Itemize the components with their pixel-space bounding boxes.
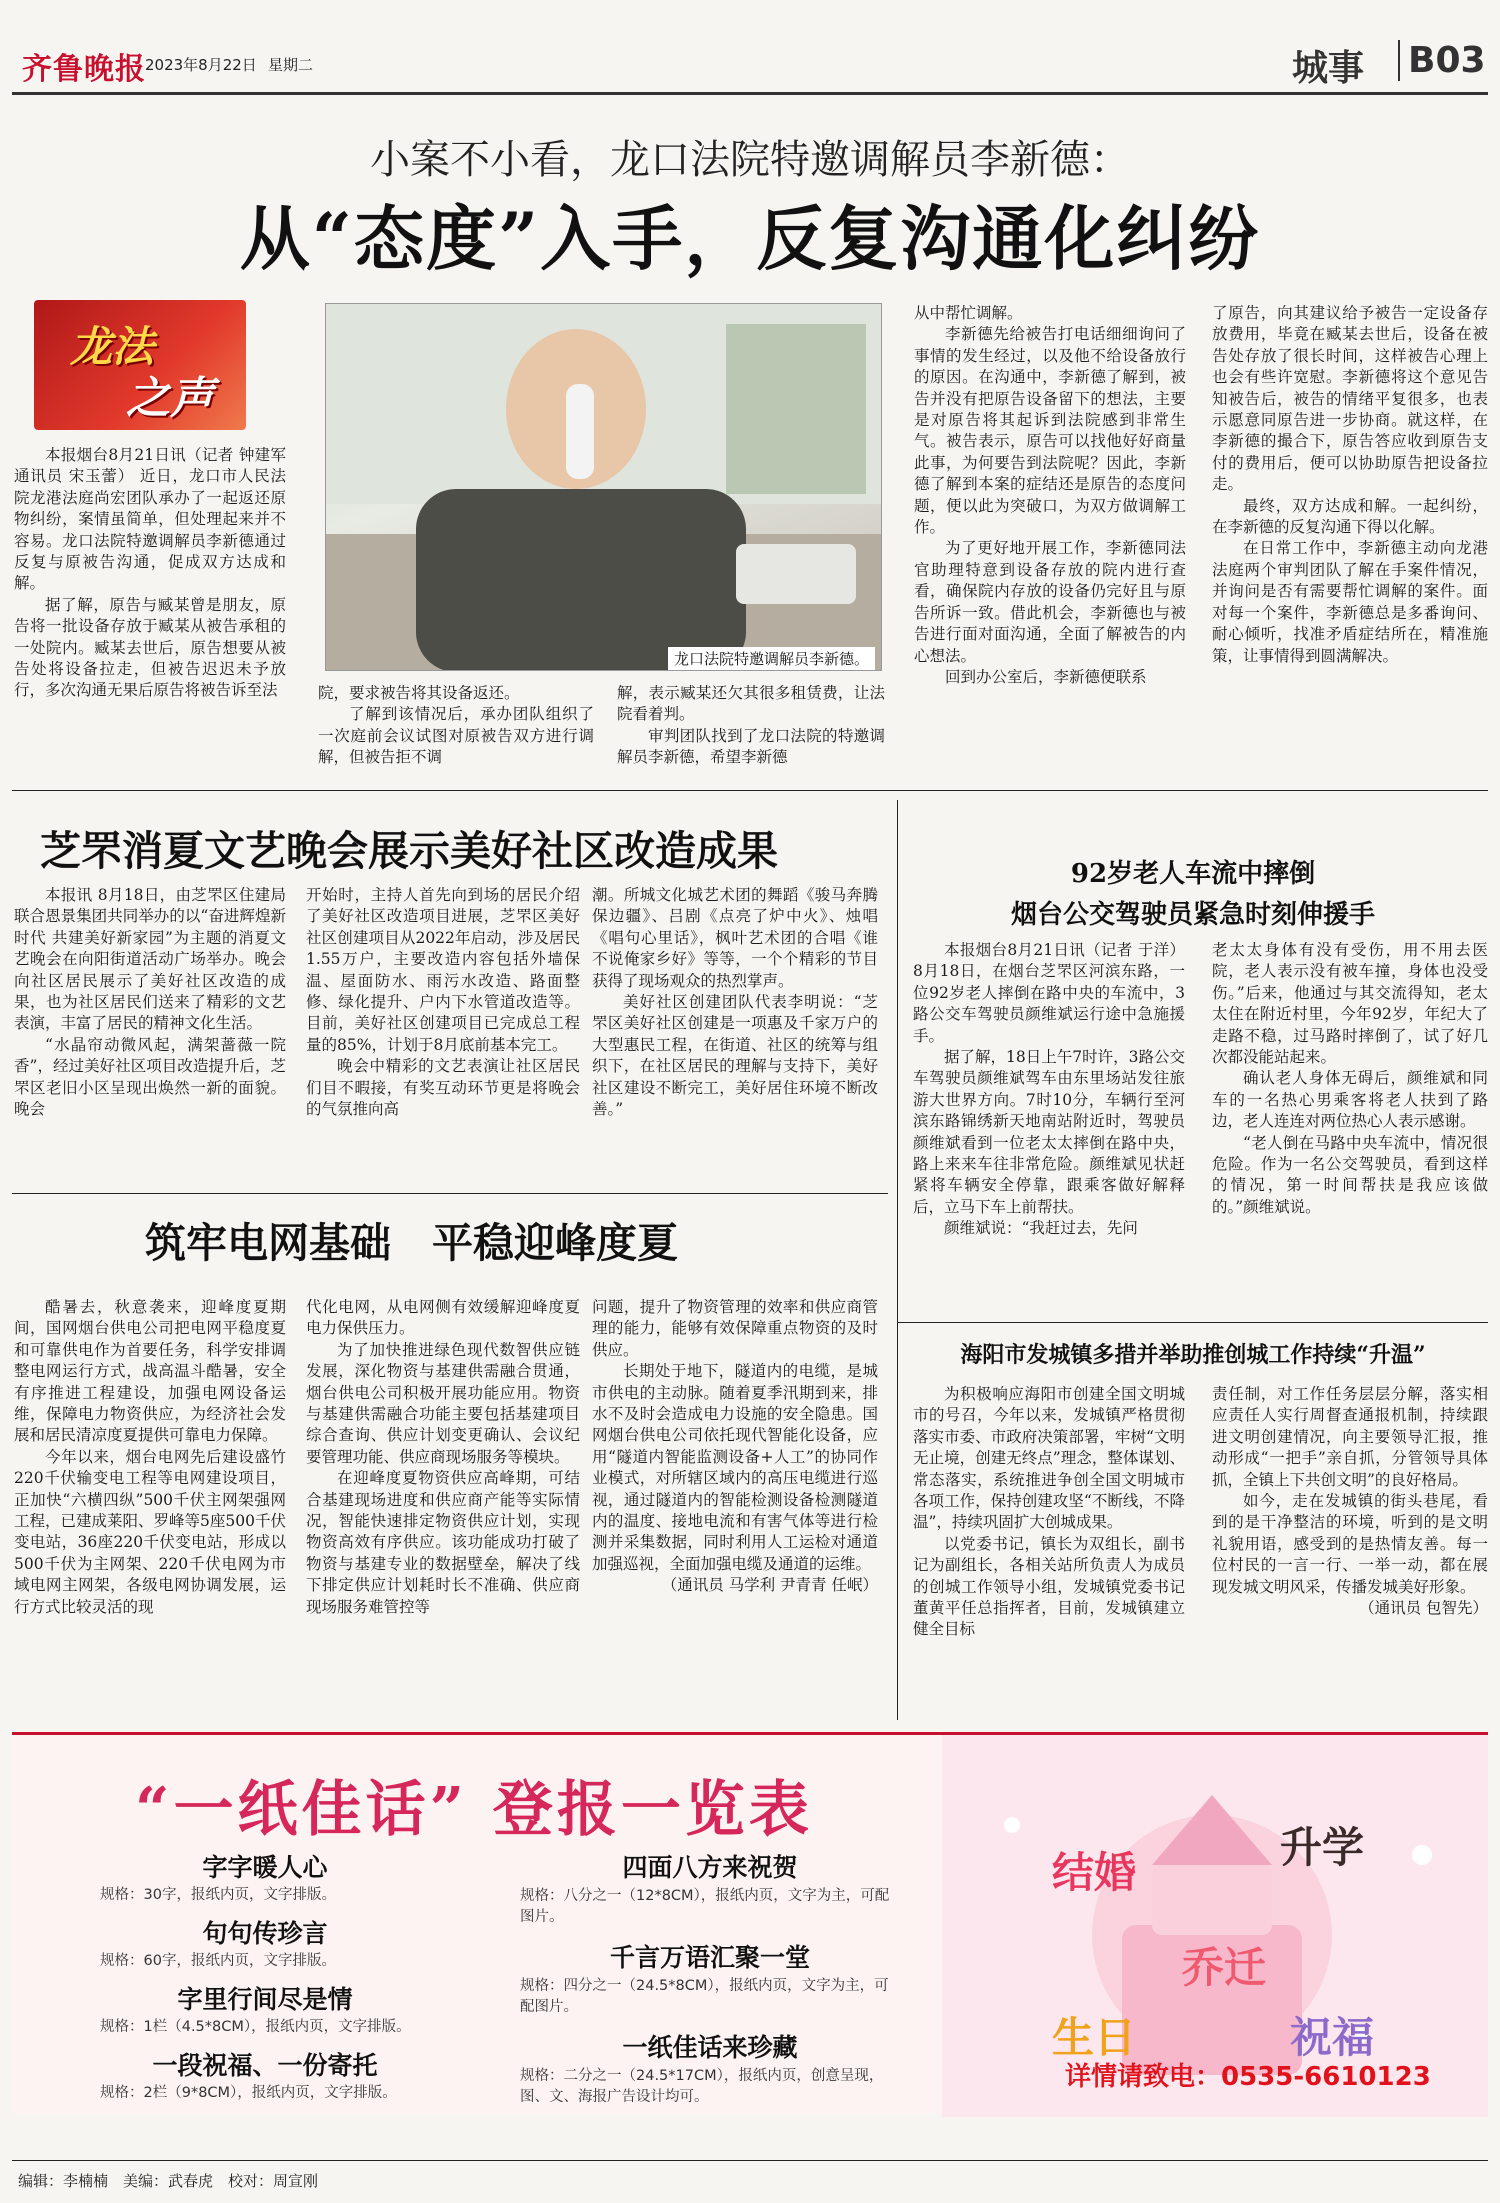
- byline: （通讯员 马学利 尹青青 任岷）: [661, 1576, 878, 1595]
- story2-col-2: [306, 885, 580, 1185]
- paragraph: 代化电网，从电网侧有效缓解迎峰度夏电力保供压力。: [306, 1298, 580, 1338]
- paragraph: 审判团队找到了龙口法院的特邀调解员李新德，希望李新德: [617, 726, 885, 767]
- story5-headline: 海阳市发城镇多措并举助推创城工作持续“升温”: [960, 1342, 1426, 1368]
- paragraph: 本报烟台8月21日讯（记者 于洋） 8月18日，在烟台芝罘区河滨东路，一位92岁老人摔倒在路中央的车流中，3路公交车驾驶员颜维斌运行途中急施援手。: [913, 941, 1185, 1045]
- story4-col-2: [1212, 940, 1488, 1340]
- ad-word: 乔迁: [1182, 1943, 1267, 1992]
- ad-item-spec: 规格：二分之一（24.5*17CM），报纸内页，创意呈现，图、文、海报广告设计均可。: [520, 2068, 884, 2105]
- lead-col-3: [617, 683, 885, 775]
- paragraph: 美好社区创建团队代表李明说：“芝罘区美好社区创建是一项惠及千家万户的大型惠民工程，在街道、社区的统筹与组织下，在社区居民的理解与支持下，美好社区建设不断完工，美好居住环境不断改善。”: [592, 993, 878, 1119]
- footer-rule: [12, 2160, 1488, 2161]
- paragraph: 解，表示臧某还欠其很多租赁费，让法院看着判。: [617, 684, 885, 724]
- section-title: 城事: [1292, 48, 1365, 89]
- paragraph: 责任制，对工作任务层层分解，落实相应责任人实行周督查通报机制，持续跟进文明创建情况，向主要领导汇报，推动形成“一把手”亲自抓，分管领导具体抓，全镇上下共创文明”的良好格局。: [1212, 1385, 1488, 1489]
- ad-item-name: 字字暖人心: [202, 1853, 328, 1882]
- ad-item-spec: 规格：1栏（4.5*8CM），报纸内页，文字排版。: [100, 2019, 411, 2035]
- story2-col-1: [14, 885, 286, 1185]
- masthead-rule: [12, 92, 1488, 95]
- ad-item-name: 千言万语汇聚一堂: [609, 1943, 810, 1972]
- badge-text-1: 龙法: [70, 322, 155, 371]
- story3-col-1: [14, 1297, 286, 1717]
- story2-headline: 芝罘消夏文艺晚会展示美好社区改造成果: [40, 827, 778, 875]
- ad-item-name: 一段祝福、一份寄托: [152, 2051, 378, 2080]
- badge-text-2: 之声: [126, 373, 214, 424]
- photo-caption: 龙口法院特邀调解员李新德。: [668, 647, 875, 670]
- paragraph: 今年以来，烟台电网先后建设盛竹220千伏输变电工程等电网建设项目，正加快“六横四纵”500千伏主网架强网工程，已建成莱阳、罗峰等5座500千伏变电站，36座220千伏变电站，形成以500千伏为主网架、220千伏电网为市域电网主网架，各级电网协调发展，运行方式比较灵活的现: [14, 1447, 286, 1616]
- paragraph: 以党委书记，镇长为双组长，副书记为副组长，各相关站所负责人为成员的创城工作领导小组，发城镇党委书记董黄平任总指挥者，目前，发城镇建立健全目标: [913, 1534, 1185, 1639]
- lead-col-4: [914, 303, 1186, 775]
- story3-headline: 筑牢电网基础 平稳迎峰度夏: [145, 1219, 678, 1267]
- ad-word: 祝福: [1290, 2013, 1375, 2062]
- mediator-photo: [325, 303, 882, 671]
- story4-headline-2: 烟台公交驾驶员紧急时刻伸援手: [1010, 900, 1375, 930]
- paragraph: 从中帮忙调解。: [914, 304, 1023, 322]
- ad-item-spec: 规格：八分之一（12*8CM），报纸内页，文字为主，可配图片。: [520, 1888, 890, 1925]
- story4-col-1: [913, 940, 1185, 1340]
- paragraph: 晚会中精彩的文艺表演让社区居民们目不暇接，有奖互动环节更是将晚会的气氛推向高: [306, 1057, 580, 1119]
- paragraph: 为了更好地开展工作，李新德同法官助理特意到设备存放的院内进行查看，确保院内存放的设备仍完好且与原告所诉一致。借此机会，李新德也与被告进行面对面沟通，全面了解被告的内心想法。: [914, 539, 1186, 665]
- paragraph: 在迎峰度夏物资供应高峰期，可结合基建现场进度和供应商产能等实际情况，智能快速排定物资供应计划，实现物资高效有序供应。该功能成功打破了物资与基建专业的数据壁垒，解决了线下排定供应计划耗时长不准确、供应商现场服务难管控等: [306, 1469, 580, 1616]
- lead-col-1: [14, 445, 286, 775]
- paragraph: 了解到该情况后，承办团队组织了一次庭前会议试图对原被告双方进行调解，但被告拒不调: [318, 705, 594, 767]
- story5-col-1: [913, 1384, 1185, 1714]
- newspaper-logo: 齐鲁晚报: [22, 52, 146, 87]
- lead-col-2: [318, 683, 594, 775]
- ad-word: 升学: [1280, 1823, 1365, 1872]
- ad-item-name: 四面八方来祝贺: [622, 1853, 798, 1882]
- ad-item-spec: 规格：2栏（9*8CM），报纸内页，文字排版。: [100, 2085, 397, 2101]
- lead-headline: 从“态度”入手，反复沟通化纠纷: [239, 197, 1261, 280]
- paragraph: 据了解，18日上午7时许，3路公交车驾驶员颜维斌驾车由东里场站发往旅游大世界方向。7时10分，车辆行至河滨东路锦绣新天地南站附近时，驾驶员颜维斌看到一位老太太摔倒在路中央，路上来来车往非常危险。颜维斌见状赶紧将车辆安全停靠，跟乘客做好解释后，立马下车上前帮扶。: [913, 1048, 1185, 1216]
- column-badge: [34, 300, 246, 430]
- ad-item-spec: 规格：60字，报纸内页，文字排版。: [100, 1953, 336, 1969]
- paragraph: 颜维斌说：“我赶过去，先问: [944, 1219, 1138, 1238]
- paragraph: 为积极响应海阳市创建全国文明城市的号召，今年以来，发城镇严格贯彻落实市委、市政府决策部署，牢树“文明无止境，创建无终点”理念，整体谋划、常态落实，系统推进争创全国文明城市各项工作，保持创建攻坚“不断线，不降温”，持续巩固扩大创城成果。: [913, 1385, 1185, 1532]
- paragraph: 为了加快推进绿色现代数智供应链发展，深化物资与基建供需融合贯通，烟台供电公司积极开展功能应用。物资与基建供需融合功能主要包括基建项目综合查询、供应计划变更确认、会议纪要管理功能、供应商现场服务等模块。: [306, 1340, 580, 1466]
- story2-col-3: [592, 885, 878, 1185]
- paragraph: 老太太身体有没有受伤，用不用去医院，老人表示没有被车撞，身体也没受伤。”后来，他通过与其交流得知，老太太住在附近村里，今年92岁，年纪大了走路不稳，过马路时摔倒了，试了好几次都没能站起来。: [1212, 941, 1488, 1067]
- paragraph: 院，要求被告将其设备返还。: [318, 684, 520, 702]
- section-divider: [898, 1322, 1488, 1323]
- ad-title: “一纸佳话” 登报一览表: [135, 1775, 813, 1845]
- paragraph: 了原告，向其建议给予被告一定设备存放费用，毕竟在臧某去世后，设备在被告处存放了很长时间，这样被告心理上也会有些许宽慰。李新德将这个意见告知被告后，被告的情绪平复很多，也表示愿意同原告进一步协商。就这样，在李新德的撮合下，原告答应收到原告支付的费用后，便可以协助原告把设备拉走。: [1212, 304, 1488, 494]
- ad-item-name: 一纸佳话来珍藏: [622, 2033, 798, 2062]
- lead-col-5: [1212, 303, 1488, 775]
- photo-illustration: [326, 304, 882, 671]
- paragraph: “老人倒在马路中央车流中，情况很危险。作为一名公交驾驶员，看到这样的情况，第一时间帮扶是我应该做的。”颜维斌说。: [1212, 1133, 1488, 1216]
- ad-item-name: 字里行间尽是情: [177, 1985, 353, 2014]
- paragraph: 最终，双方达成和解。一起纠纷，在李新德的反复沟通下得以化解。: [1212, 496, 1488, 537]
- paragraph: 如今，走在发城镇的街头巷尾，看到的是干净整洁的环境，听到的是文明礼貌用语，感受到的是热情友善。每一位村民的一言一行、一举一动，都在展现发城文明风采，传播发城美好形象。: [1212, 1492, 1488, 1596]
- ad-phone: 详情请致电：0535-6610123: [1065, 2062, 1431, 2092]
- paragraph: 潮。所城文化城艺术团的舞蹈《骏马奔腾保边疆》、吕剧《点亮了炉中火》、烛唱《唱句心里话》，枫叶艺术团的合唱《谁不说俺家乡好》等等，一个个精彩的节目获得了现场观众的热烈掌声。: [592, 886, 878, 990]
- paragraph: 在日常工作中，李新德主动向龙港法庭两个审判团队了解在手案件情况，并询问是否有需要帮忙调解的案件。面对每一个案件，李新德总是多番询问、耐心倾听，找准矛盾症结所在，精准施策，让事情得到圆满解决。: [1212, 539, 1488, 665]
- ad-item-name: 句句传珍言: [202, 1919, 328, 1948]
- section-divider: [12, 1193, 888, 1194]
- paragraph: 李新德先给被告打电话细细询问了事情的发生经过，以及他不给设备放行的原因。在沟通中，李新德了解到，被告并没有把原告设备留下的想法，主要是对原告将其起诉到法院感到非常生气。被告表示，原告可以找他好好商量此事，为何要告到法院呢？因此，李新德了解到本案的症结还是原告的态度问题，便以此为突破口，为双方做调解工作。: [914, 325, 1186, 537]
- lead-kicker: 小案不小看，龙口法院特邀调解员李新德：: [370, 137, 1130, 183]
- story3-col-2: [306, 1297, 580, 1717]
- story4-headline-1: 92岁老人车流中摔倒: [1070, 859, 1316, 889]
- ad-item-spec: 规格：30字，报纸内页，文字排版。: [100, 1887, 336, 1903]
- section-divider: [12, 790, 1488, 791]
- paragraph: 本报烟台8月21日讯（记者 钟建军 通讯员 宋玉蕾） 近日，龙口市人民法院龙港法庭尚宏团队承办了一起返还原物纠纷，案情虽简单，但处理起来并不容易。龙口法院特邀调解员李新德通过反复与原被告沟通，促成双方达成和解。: [14, 446, 286, 593]
- paragraph: 长期处于地下，隧道内的电缆，是城市供电的主动脉。随着夏季汛期到来，排水不及时会造成电力设施的安全隐患。国网烟台供电公司依托现代智能化设备，应用“隧道内智能监测设备+人工”的协同作业模式，对所辖区域内的高压电缆进行巡视，通过隧道内的智能检测设备检测隧道内的温度、接地电流和有害气体等进行检测并采集数据，同时利用人工运检对通道加强巡视，全面加强电缆及通道的运维。: [592, 1362, 878, 1573]
- story3-col-3: [592, 1297, 878, 1717]
- paragraph: 本报讯 8月18日，由芝罘区住建局联合恩景集团共同举办的以“奋进辉煌新时代 共建美好新家园”为主题的消夏文艺晚会在向阳街道活动广场举办。晚会向社区居民展示了美好社区改造的成果，也为社区居民们送来了精彩的文艺表演，丰富了居民的精神文化生活。: [14, 886, 286, 1033]
- byline: （通讯员 包智先）: [1359, 1599, 1488, 1618]
- paragraph: “水晶帘动微风起，满架蔷薇一院香”，经过美好社区项目改造提升后，芝罘区老旧小区呈现出焕然一新的面貌。晚会: [14, 1035, 286, 1119]
- page-number: B03: [1398, 40, 1486, 81]
- paragraph: 问题，提升了物资管理的效率和供应商管理的能力，能够有效保障重点物资的及时供应。: [592, 1298, 878, 1359]
- paragraph: 开始时，主持人首先向到场的居民介绍了美好社区改造项目进展，芝罘区美好社区创建项目从2022年启动，涉及居民1.55万户，主要改造内容包括外墙保温、屋面防水、雨污水改造、路面整修、绿化提升、户内下水管道改造等。目前，美好社区创建项目已完成总工程量的85%，计划于8月底前基本完工。: [306, 886, 580, 1054]
- paragraph: 回到办公室后，李新德便联系: [945, 667, 1147, 686]
- column-divider: [897, 800, 898, 1720]
- issue-date: 2023年8月22日: [145, 56, 257, 74]
- paragraph: 确认老人身体无碍后，颜维斌和同车的一名热心男乘客将老人扶到了路边，老人连连对两位热心人表示感谢。: [1212, 1069, 1488, 1131]
- ad-word: 结婚: [1052, 1848, 1137, 1897]
- story5-col-2: [1212, 1384, 1488, 1714]
- issue-weekday: 星期二: [268, 56, 314, 74]
- ad-word: 生日: [1052, 2013, 1137, 2062]
- paragraph: 酷暑去，秋意袭来，迎峰度夏期间，国网烟台供电公司把电网平稳度夏和可靠供电作为首要任务，科学安排调整电网运行方式，战高温斗酷暑，安全有序推进工程建设，加强电网设备运维，保障电力物资供应，为经济社会发展和居民清凉度夏提供可靠电力保障。: [14, 1298, 286, 1445]
- ad-item-spec: 规格：四分之一（24.5*8CM），报纸内页，文字为主，可配图片。: [520, 1978, 889, 2015]
- page-credits: 编辑：李楠楠 美编：武春虎 校对：周宣刚: [18, 2172, 319, 2190]
- paragraph: 据了解，原告与臧某曾是朋友，原告将一批设备存放于臧某从被告承租的一处院内。臧某去世后，原告想要从被告处将设备拉走，但被告迟迟未予放行，多次沟通无果后原告将被告诉至法: [14, 595, 286, 700]
